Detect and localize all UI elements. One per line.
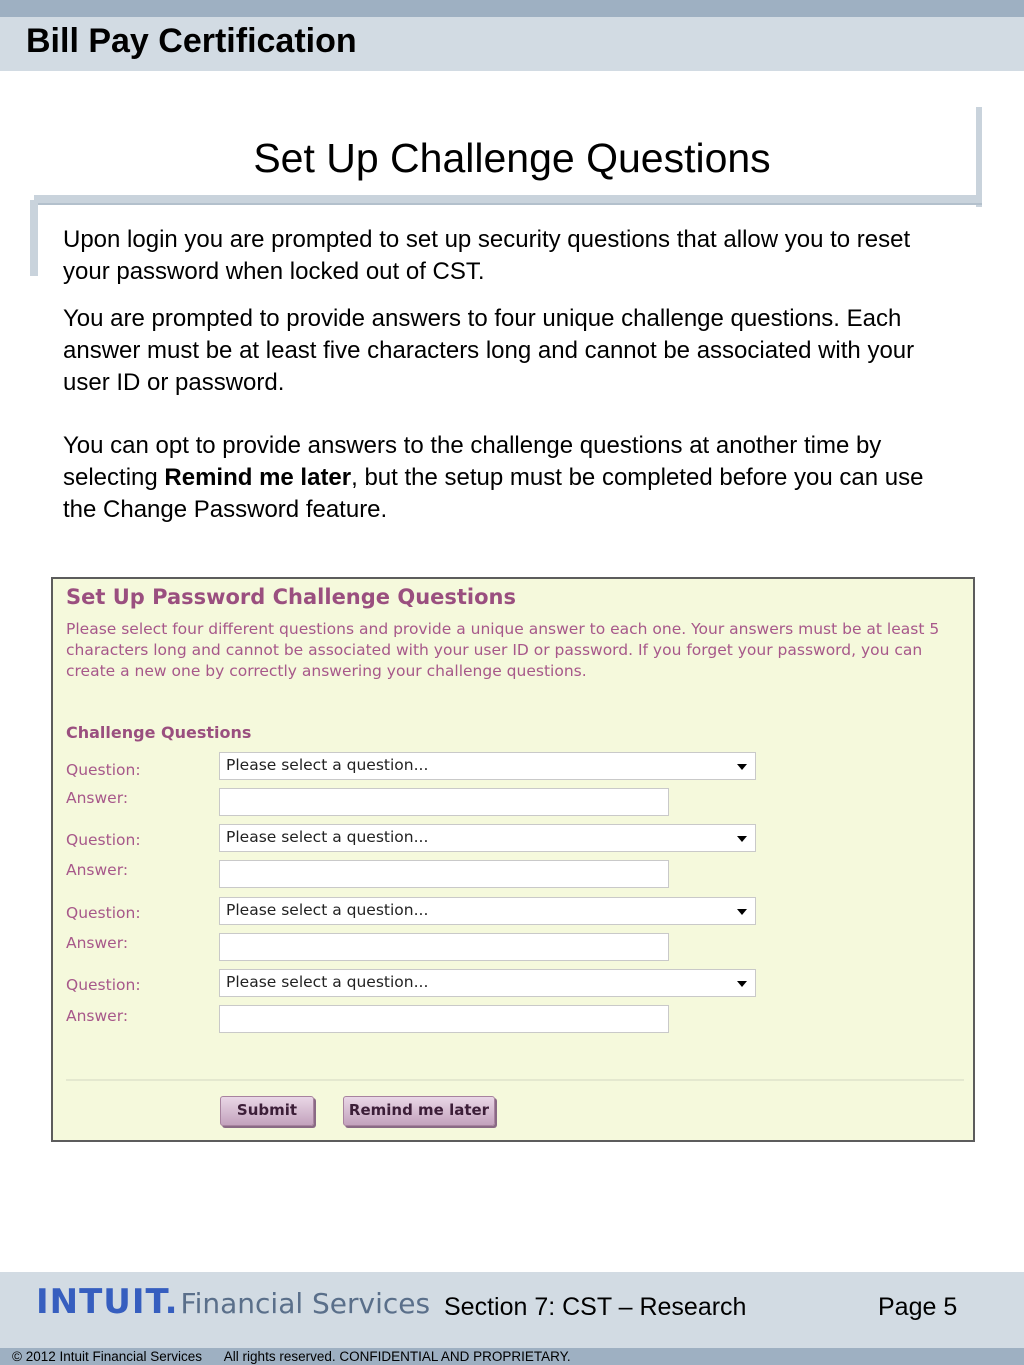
logo-text: Financial Services	[180, 1287, 431, 1320]
question-select-2[interactable]	[219, 824, 756, 852]
dropdown-arrow-icon	[737, 836, 747, 842]
remind-paragraph-bold: Remind me later	[164, 464, 352, 491]
copyright-text: © 2012 Intuit Financial Services All rights reserved. CONFIDENTIAL AND PROPRIETARY.	[12, 1349, 571, 1364]
dropdown-arrow-icon	[737, 909, 747, 915]
question-select-2-value: Please select a question...	[226, 828, 429, 846]
remind-paragraph-start: You can opt to provide answers to the challenge questions at another time by selecting	[63, 432, 882, 491]
form-title: Set Up Password Challenge Questions	[66, 585, 517, 609]
question-select-1[interactable]	[219, 752, 756, 780]
answer-label-4: Answer:	[66, 1007, 129, 1025]
dropdown-arrow-icon	[737, 981, 747, 987]
page-number: Page 5	[878, 1293, 958, 1321]
challenge-questions-heading: Challenge Questions	[66, 723, 252, 742]
question-select-4[interactable]	[219, 969, 756, 997]
question-select-3-value: Please select a question...	[226, 901, 429, 919]
header-title: Bill Pay Certification	[26, 22, 357, 60]
question-select-1-value: Please select a question...	[226, 756, 429, 774]
header-top-strip	[0, 0, 1024, 17]
title-frame-bottom	[34, 195, 982, 205]
answer-label-1: Answer:	[66, 789, 129, 807]
remind-paragraph	[63, 430, 963, 526]
question-label-2: Question:	[66, 831, 141, 849]
answer-input-2[interactable]	[219, 860, 669, 888]
remind-paragraph-end: , but the setup must be completed before you can use the Change Password feature.	[63, 464, 924, 523]
submit-button[interactable]: Submit	[220, 1096, 314, 1126]
remind-me-later-button[interactable]: Remind me later	[343, 1096, 495, 1126]
question-label-4: Question:	[66, 976, 141, 994]
answer-label-2: Answer:	[66, 861, 129, 879]
form-description: Please select four different questions and provide a unique answer to each one. Your answers must be at least 5 characters long and cannot be associated with your user ID or password. If you forget your password, you can create a new one by correctly answering your challenge questions.	[66, 620, 940, 680]
dropdown-arrow-icon	[737, 764, 747, 770]
form-divider	[66, 1079, 964, 1081]
answer-input-1[interactable]	[219, 788, 669, 816]
intuit-logo	[36, 1282, 430, 1322]
slide-title: Set Up Challenge Questions	[253, 135, 771, 181]
title-frame-left	[30, 200, 38, 276]
requirements-paragraph: You are prompted to provide answers to four unique challenge questions. Each answer must be at least five characters long and cannot be associated with your user ID or password.	[63, 305, 915, 396]
question-select-3[interactable]	[219, 897, 756, 925]
question-select-4-value: Please select a question...	[226, 973, 429, 991]
intro-paragraph: Upon login you are prompted to set up security questions that allow you to reset your password when locked out of CST.	[63, 226, 911, 285]
footer-section: Section 7: CST – Research	[444, 1293, 747, 1321]
question-label-1: Question:	[66, 761, 141, 779]
logo-brand: INTUIT.	[36, 1282, 179, 1322]
challenge-questions-screenshot	[51, 577, 975, 1142]
answer-input-4[interactable]	[219, 1005, 669, 1033]
answer-label-3: Answer:	[66, 934, 129, 952]
answer-input-3[interactable]	[219, 933, 669, 961]
question-label-3: Question:	[66, 904, 141, 922]
